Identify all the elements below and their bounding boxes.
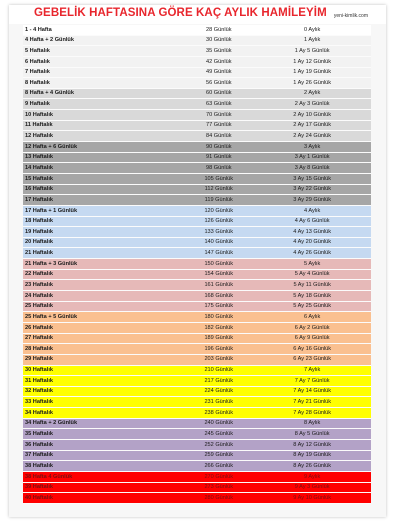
table-row <box>23 291 371 302</box>
days-cell: 270 Günlük <box>184 471 253 482</box>
week-cell: 28 Haftalık <box>23 344 184 355</box>
months-cell: 1 Aylık <box>253 35 371 46</box>
week-cell: 11 Haftalık <box>23 120 184 131</box>
table-row <box>23 397 371 408</box>
days-cell: 42 Günlük <box>184 56 253 67</box>
days-cell: 224 Günlük <box>184 386 253 397</box>
months-cell: 6 Ay 16 Günlük <box>253 344 371 355</box>
table-row <box>23 78 371 89</box>
table-row <box>23 344 371 355</box>
months-cell: 8 Aylık <box>253 418 371 429</box>
months-cell: 2 Ay 10 Günlük <box>253 110 371 121</box>
days-cell: 28 Günlük <box>184 25 253 35</box>
table-row <box>23 482 371 493</box>
week-cell: 36 Haftalık <box>23 439 184 450</box>
week-cell: 26 Haftalık <box>23 322 184 333</box>
table-header <box>9 5 386 24</box>
days-cell: 150 Günlük <box>184 259 253 270</box>
days-cell: 280 Günlük <box>184 493 253 504</box>
days-cell: 238 Günlük <box>184 408 253 419</box>
table-row <box>23 429 371 440</box>
week-cell: 38 Haftalık <box>23 461 184 472</box>
table-row <box>23 173 371 184</box>
months-cell: 7 Aylık <box>253 365 371 376</box>
week-cell: 34 Haftalık <box>23 408 184 419</box>
table-row <box>23 184 371 195</box>
table-row <box>23 25 371 35</box>
months-cell: 7 Ay 7 Günlük <box>253 376 371 387</box>
days-cell: 77 Günlük <box>184 120 253 131</box>
site-watermark: yeni-kimlik.com <box>333 13 368 19</box>
months-cell: 7 Ay 28 Günlük <box>253 408 371 419</box>
table-row <box>23 88 371 99</box>
days-cell: 168 Günlük <box>184 291 253 302</box>
week-cell: 8 Hafta + 4 Günlük <box>23 88 184 99</box>
months-cell: 8 Ay 12 Günlük <box>253 439 371 450</box>
months-cell: 6 Ay 2 Günlük <box>253 322 371 333</box>
table-row <box>23 120 371 131</box>
week-cell: 13 Haftalık <box>23 152 184 163</box>
days-cell: 154 Günlük <box>184 269 253 280</box>
week-cell: 25 Hafta + 5 Günlük <box>23 312 184 323</box>
week-cell: 25 Haftalık <box>23 301 184 312</box>
months-cell: 7 Ay 14 Günlük <box>253 386 371 397</box>
week-cell: 22 Haftalık <box>23 269 184 280</box>
days-cell: 119 Günlük <box>184 195 253 206</box>
months-cell: 9 Ay 10 Günlük <box>253 493 371 504</box>
months-cell: 1 Ay 12 Günlük <box>253 56 371 67</box>
days-cell: 266 Günlük <box>184 461 253 472</box>
days-cell: 126 Günlük <box>184 216 253 227</box>
months-cell: 5 Aylık <box>253 259 371 270</box>
days-cell: 133 Günlük <box>184 227 253 238</box>
table-row <box>23 56 371 67</box>
days-cell: 60 Günlük <box>184 88 253 99</box>
days-cell: 63 Günlük <box>184 99 253 110</box>
months-cell: 2 Ay 24 Günlük <box>253 131 371 142</box>
table-row <box>23 131 371 142</box>
days-cell: 35 Günlük <box>184 46 253 57</box>
days-cell: 91 Günlük <box>184 152 253 163</box>
months-cell: 3 Ay 1 Günlük <box>253 152 371 163</box>
pregnancy-week-table <box>23 25 371 504</box>
week-cell: 4 Hafta + 2 Günlük <box>23 35 184 46</box>
table-row <box>23 439 371 450</box>
table-row <box>23 35 371 46</box>
months-cell: 4 Ay 26 Günlük <box>253 248 371 259</box>
months-cell: 2 Ay 3 Günlük <box>253 99 371 110</box>
months-cell: 8 Ay 19 Günlük <box>253 450 371 461</box>
week-cell: 15 Haftalık <box>23 173 184 184</box>
months-cell: 3 Ay 15 Günlük <box>253 173 371 184</box>
days-cell: 210 Günlük <box>184 365 253 376</box>
days-cell: 273 Günlük <box>184 482 253 493</box>
week-cell: 10 Haftalık <box>23 110 184 121</box>
week-cell: 6 Haftalık <box>23 56 184 67</box>
months-cell: 4 Ay 13 Günlük <box>253 227 371 238</box>
months-cell: 4 Ay 20 Günlük <box>253 237 371 248</box>
week-cell: 8 Haftalık <box>23 78 184 89</box>
table-row <box>23 376 371 387</box>
table-row <box>23 493 371 504</box>
months-cell: 4 Ay 6 Günlük <box>253 216 371 227</box>
week-cell: 23 Haftalık <box>23 280 184 291</box>
table-row <box>23 354 371 365</box>
months-cell: 8 Ay 5 Günlük <box>253 429 371 440</box>
week-cell: 21 Haftalık <box>23 248 184 259</box>
days-cell: 105 Günlük <box>184 173 253 184</box>
table-row <box>23 227 371 238</box>
days-cell: 180 Günlük <box>184 312 253 323</box>
months-cell: 1 Ay 19 Günlük <box>253 67 371 78</box>
table-body <box>23 25 371 503</box>
months-cell: 3 Ay 8 Günlük <box>253 163 371 174</box>
months-cell: 1 Ay 5 Günlük <box>253 46 371 57</box>
week-cell: 12 Hafta + 6 Günlük <box>23 142 184 153</box>
week-cell: 19 Haftalık <box>23 227 184 238</box>
days-cell: 175 Günlük <box>184 301 253 312</box>
week-cell: 17 Hafta + 1 Günlük <box>23 205 184 216</box>
days-cell: 259 Günlük <box>184 450 253 461</box>
table-row <box>23 408 371 419</box>
table-row <box>23 450 371 461</box>
days-cell: 84 Günlük <box>184 131 253 142</box>
week-cell: 14 Haftalık <box>23 163 184 174</box>
table-row <box>23 46 371 57</box>
week-cell: 30 Haftalık <box>23 365 184 376</box>
week-cell: 12 Haftalık <box>23 131 184 142</box>
days-cell: 231 Günlük <box>184 397 253 408</box>
week-cell: 24 Haftalık <box>23 291 184 302</box>
week-cell: 38 Hafta 4 Günlük <box>23 471 184 482</box>
days-cell: 120 Günlük <box>184 205 253 216</box>
months-cell: 5 Ay 4 Günlük <box>253 269 371 280</box>
days-cell: 189 Günlük <box>184 333 253 344</box>
week-cell: 9 Haftalık <box>23 99 184 110</box>
months-cell: 0 Aylık <box>253 25 371 35</box>
months-cell: 9 Aylık <box>253 471 371 482</box>
table-row <box>23 259 371 270</box>
months-cell: 6 Ay 23 Günlük <box>253 354 371 365</box>
table-row <box>23 333 371 344</box>
months-cell: 3 Ay 29 Günlük <box>253 195 371 206</box>
week-cell: 16 Haftalık <box>23 184 184 195</box>
table-row <box>23 67 371 78</box>
months-cell: 2 Ay 17 Günlük <box>253 120 371 131</box>
table-row <box>23 99 371 110</box>
week-cell: 18 Haftalık <box>23 216 184 227</box>
days-cell: 98 Günlük <box>184 163 253 174</box>
page-title: GEBELİK HAFTASINA GÖRE KAÇ AYLIK HAMİLEYİM <box>34 7 327 19</box>
week-cell: 27 Haftalık <box>23 333 184 344</box>
months-cell: 6 Aylık <box>253 312 371 323</box>
week-cell: 7 Haftalık <box>23 67 184 78</box>
week-cell: 37 Haftalık <box>23 450 184 461</box>
table-row <box>23 418 371 429</box>
days-cell: 161 Günlük <box>184 280 253 291</box>
months-cell: 3 Aylık <box>253 142 371 153</box>
days-cell: 245 Günlük <box>184 429 253 440</box>
days-cell: 196 Günlük <box>184 344 253 355</box>
days-cell: 252 Günlük <box>184 439 253 450</box>
days-cell: 90 Günlük <box>184 142 253 153</box>
days-cell: 112 Günlük <box>184 184 253 195</box>
days-cell: 56 Günlük <box>184 78 253 89</box>
table-row <box>23 216 371 227</box>
week-cell: 29 Haftalık <box>23 354 184 365</box>
table-row <box>23 322 371 333</box>
months-cell: 9 Ay 3 Günlük <box>253 482 371 493</box>
days-cell: 240 Günlük <box>184 418 253 429</box>
table-row <box>23 461 371 472</box>
week-cell: 39 Haftalık <box>23 482 184 493</box>
days-cell: 203 Günlük <box>184 354 253 365</box>
months-cell: 3 Ay 22 Günlük <box>253 184 371 195</box>
days-cell: 182 Günlük <box>184 322 253 333</box>
table-row <box>23 205 371 216</box>
months-cell: 7 Ay 21 Günlük <box>253 397 371 408</box>
table-row <box>23 312 371 323</box>
week-cell: 1 - 4 Hafta <box>23 25 184 35</box>
months-cell: 6 Ay 9 Günlük <box>253 333 371 344</box>
months-cell: 5 Ay 25 Günlük <box>253 301 371 312</box>
months-cell: 4 Aylık <box>253 205 371 216</box>
week-cell: 34 Hafta + 2 Günlük <box>23 418 184 429</box>
week-cell: 40 Haftalık <box>23 493 184 504</box>
months-cell: 8 Ay 26 Günlük <box>253 461 371 472</box>
week-cell: 31 Haftalık <box>23 376 184 387</box>
table-row <box>23 386 371 397</box>
week-cell: 17 Haftalık <box>23 195 184 206</box>
table-row <box>23 248 371 259</box>
days-cell: 217 Günlük <box>184 376 253 387</box>
week-cell: 33 Haftalık <box>23 397 184 408</box>
table-row <box>23 280 371 291</box>
months-cell: 5 Ay 11 Günlük <box>253 280 371 291</box>
table-row <box>23 163 371 174</box>
pregnancy-table-image <box>9 5 386 517</box>
days-cell: 30 Günlük <box>184 35 253 46</box>
table-row <box>23 301 371 312</box>
week-cell: 5 Haftalık <box>23 46 184 57</box>
days-cell: 49 Günlük <box>184 67 253 78</box>
table-row <box>23 195 371 206</box>
days-cell: 140 Günlük <box>184 237 253 248</box>
table-row <box>23 152 371 163</box>
table-row <box>23 110 371 121</box>
days-cell: 147 Günlük <box>184 248 253 259</box>
week-cell: 32 Haftalık <box>23 386 184 397</box>
table-row <box>23 269 371 280</box>
table-row <box>23 237 371 248</box>
week-cell: 20 Haftalık <box>23 237 184 248</box>
table-row <box>23 365 371 376</box>
table-row <box>23 471 371 482</box>
months-cell: 2 Aylık <box>253 88 371 99</box>
table-row <box>23 142 371 153</box>
months-cell: 5 Ay 18 Günlük <box>253 291 371 302</box>
week-cell: 21 Hafta + 3 Günlük <box>23 259 184 270</box>
week-cell: 35 Haftalık <box>23 429 184 440</box>
days-cell: 70 Günlük <box>184 110 253 121</box>
months-cell: 1 Ay 26 Günlük <box>253 78 371 89</box>
